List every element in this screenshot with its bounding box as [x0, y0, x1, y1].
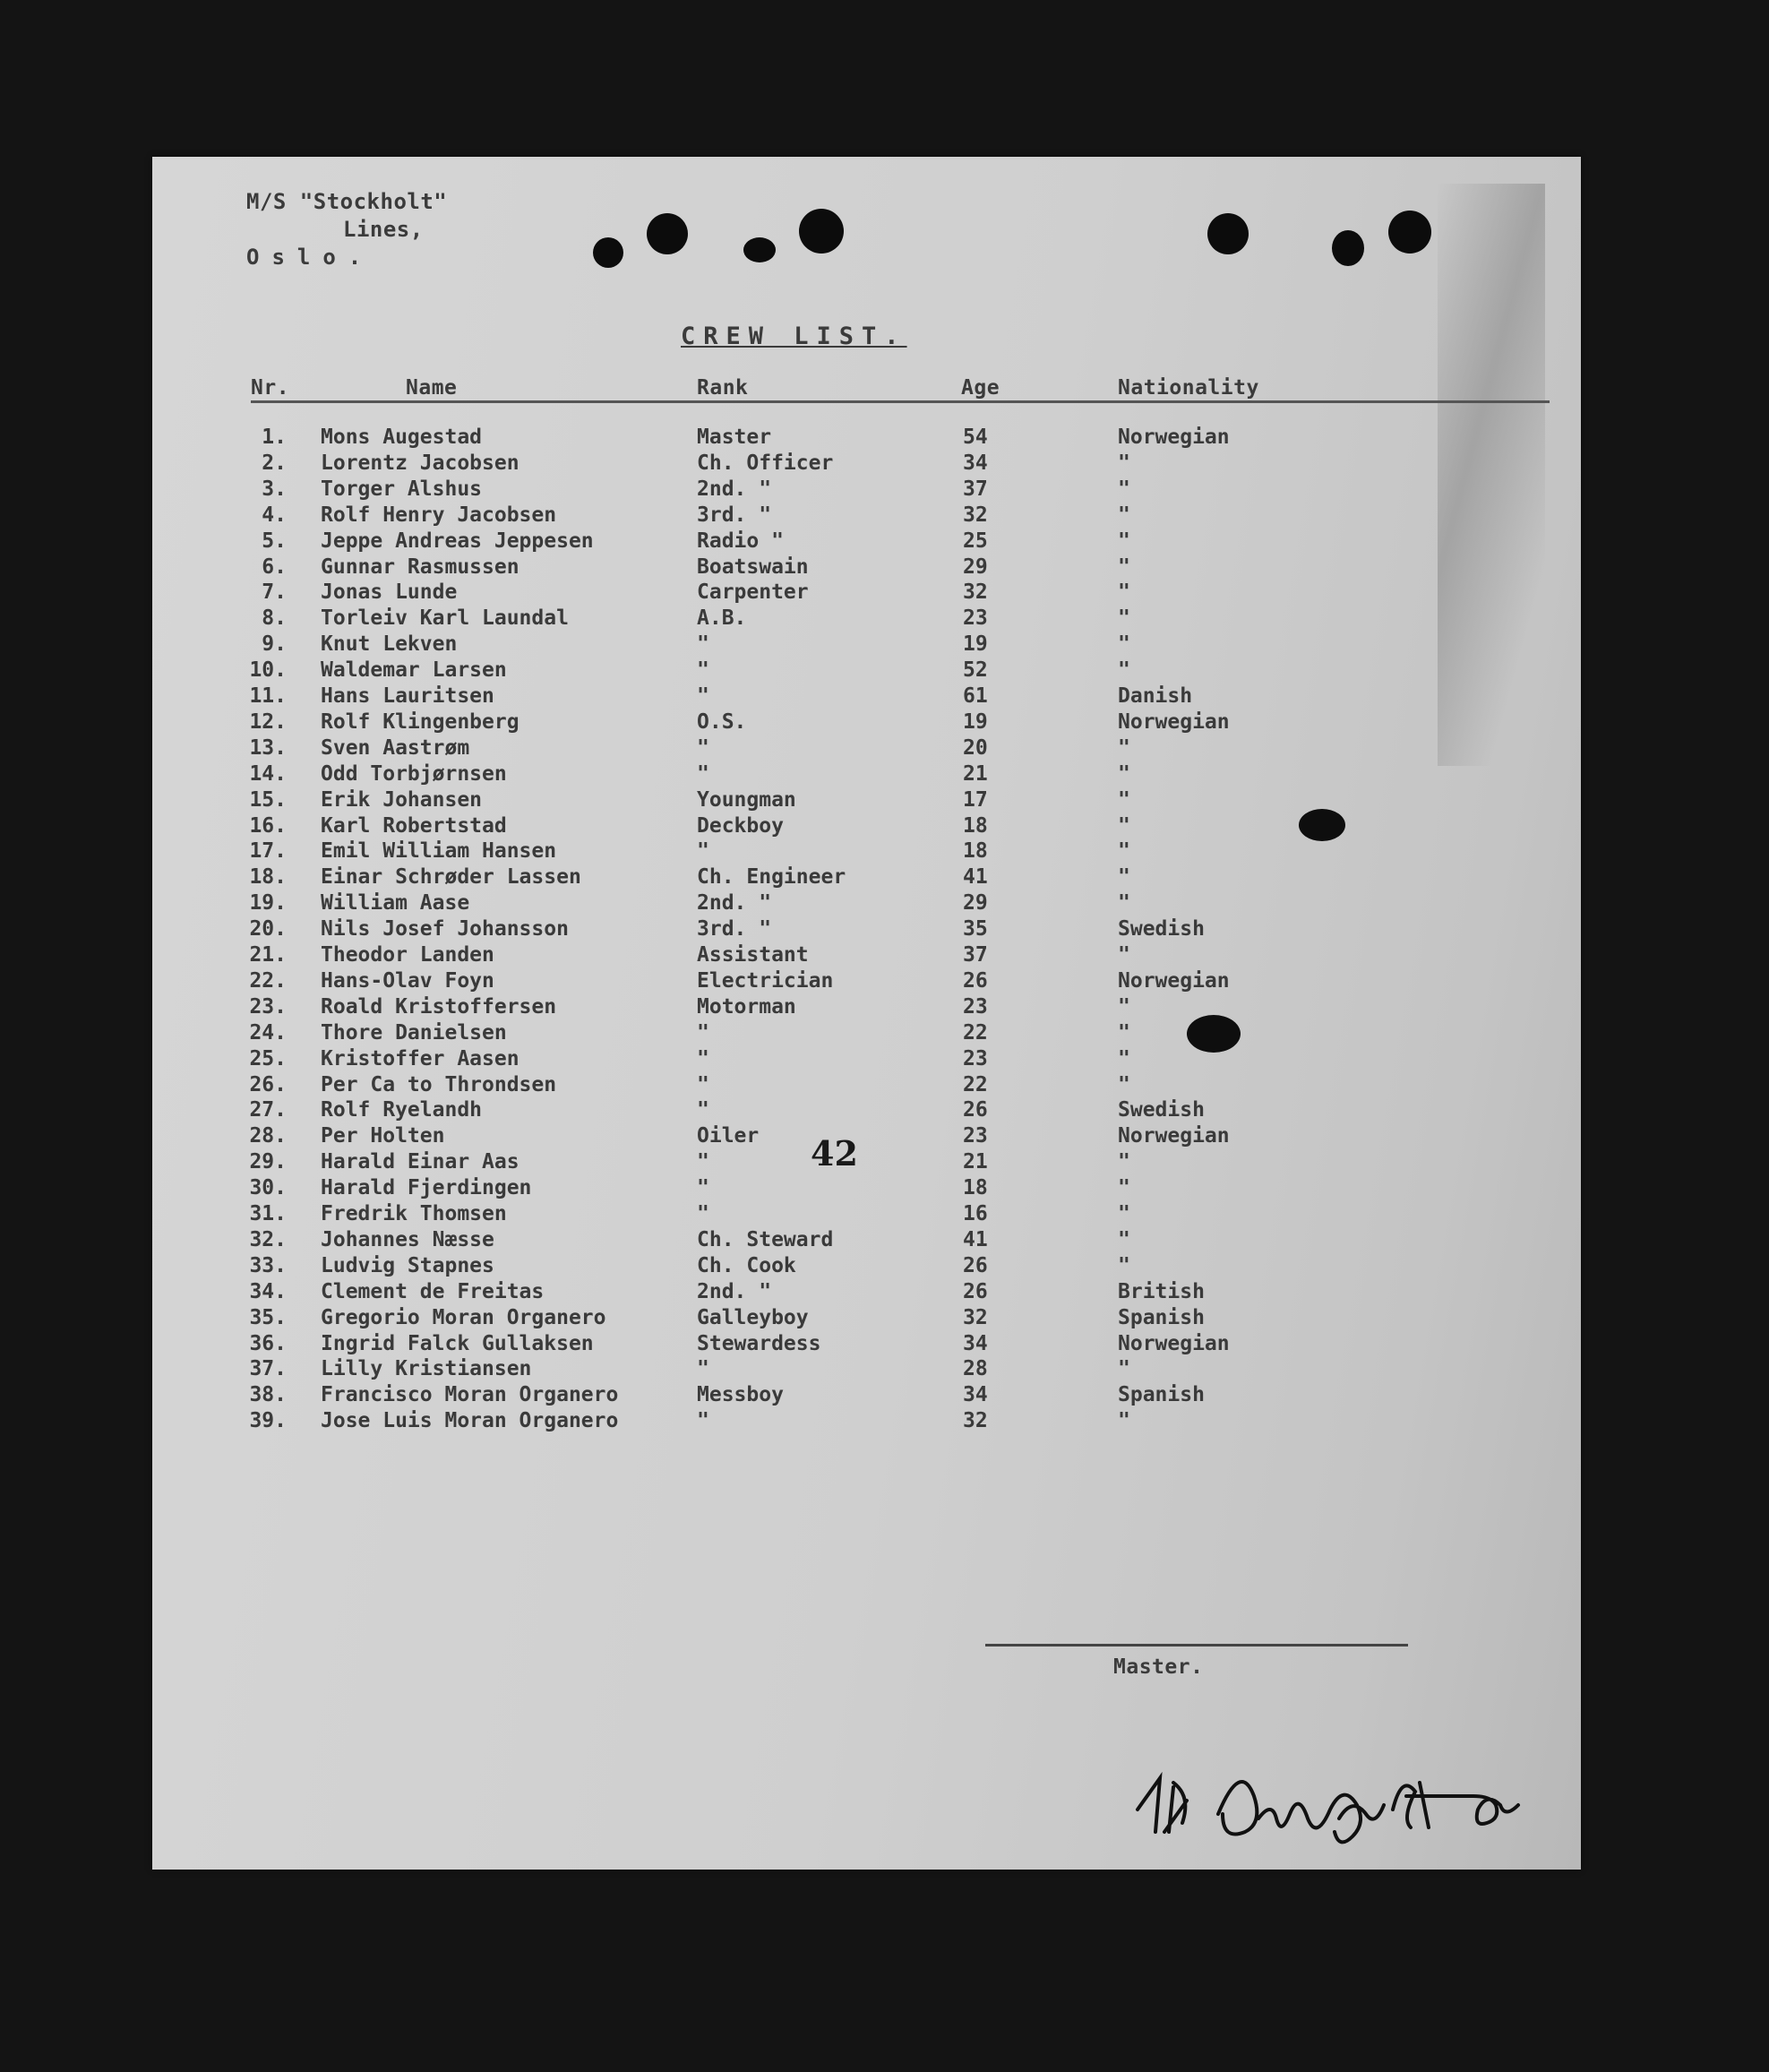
crew-nationality: " [1118, 1409, 1130, 1433]
table-row [152, 1047, 1581, 1073]
crew-nationality: Norwegian [1118, 426, 1230, 449]
row-number: 24. [249, 1020, 287, 1045]
crew-nationality: " [1118, 994, 1130, 1019]
table-row [152, 969, 1581, 995]
crew-rank: 2nd. " [697, 477, 772, 501]
crew-nationality: " [1118, 1227, 1130, 1251]
shipping-line: Lines, [343, 217, 424, 242]
table-row [152, 1254, 1581, 1280]
table-row [152, 684, 1581, 710]
crew-rank: Galleyboy [697, 1305, 809, 1329]
crew-nationality: " [1118, 839, 1130, 864]
crew-rank: " [697, 1098, 709, 1122]
table-row [152, 529, 1581, 555]
column-header-nr: Nr. [251, 376, 290, 400]
row-number: 7. [262, 580, 287, 605]
crew-name: Karl Robertstad [321, 813, 507, 838]
table-row [152, 1124, 1581, 1150]
crew-name: Torleiv Karl Laundal [321, 606, 569, 631]
row-number: 30. [249, 1176, 287, 1200]
crew-name: Odd Torbjørnsen [321, 761, 507, 786]
punch-hole [593, 237, 623, 268]
table-row [152, 943, 1581, 969]
row-number: 10. [249, 658, 287, 683]
crew-name: Ingrid Falck Gullaksen [321, 1331, 594, 1355]
table-row [152, 1357, 1581, 1383]
row-number: 39. [249, 1409, 287, 1433]
row-number: 22. [249, 968, 287, 993]
crew-rank: " [697, 684, 709, 708]
punch-hole [743, 237, 776, 262]
stamp-number: 42 [811, 1133, 858, 1174]
crew-nationality: " [1118, 555, 1130, 579]
crew-rank: Deckboy [697, 813, 784, 838]
row-number: 33. [249, 1253, 287, 1277]
crew-rank: " [697, 1409, 709, 1433]
row-number: 11. [249, 684, 287, 708]
column-header-name: Name [406, 376, 458, 400]
crew-name: Emil William Hansen [321, 839, 557, 864]
crew-rank: " [697, 658, 709, 683]
row-number: 34. [249, 1279, 287, 1303]
table-row [152, 1306, 1581, 1332]
row-number: 32. [249, 1227, 287, 1251]
crew-name: Per Ca to Throndsen [321, 1072, 557, 1096]
crew-rank: Oiler [697, 1124, 760, 1148]
crew-age: 26 [963, 968, 988, 993]
handwritten-signature [1133, 1747, 1545, 1845]
crew-age: 34 [963, 451, 988, 475]
table-row [152, 917, 1581, 943]
crew-name: Rolf Ryelandh [321, 1098, 483, 1122]
document-title: CREW LIST. [681, 322, 907, 350]
table-row [152, 1150, 1581, 1176]
crew-age: 25 [963, 529, 988, 553]
ink-blot [1187, 1015, 1241, 1053]
row-number: 38. [249, 1383, 287, 1407]
crew-age: 29 [963, 555, 988, 579]
crew-nationality: " [1118, 761, 1130, 786]
crew-name: Einar Schrøder Lassen [321, 865, 581, 890]
crew-name: William Aase [321, 891, 470, 916]
table-row [152, 710, 1581, 736]
crew-rank: " [697, 1072, 709, 1096]
crew-name: Jonas Lunde [321, 580, 458, 605]
crew-rank: " [697, 632, 709, 657]
crew-rank: Ch. Steward [697, 1227, 834, 1251]
row-number: 2. [262, 451, 287, 475]
table-row [152, 814, 1581, 840]
crew-age: 32 [963, 503, 988, 527]
crew-nationality: " [1118, 1046, 1130, 1070]
crew-name: Gunnar Rasmussen [321, 555, 520, 579]
crew-age: 37 [963, 477, 988, 501]
row-number: 9. [262, 632, 287, 657]
crew-age: 23 [963, 1046, 988, 1070]
crew-nationality: " [1118, 1150, 1130, 1174]
crew-age: 20 [963, 735, 988, 760]
crew-nationality: " [1118, 1020, 1130, 1045]
row-number: 36. [249, 1331, 287, 1355]
column-header-age: Age [961, 376, 1000, 400]
row-number: 26. [249, 1072, 287, 1096]
crew-rank: 2nd. " [697, 891, 772, 916]
crew-nationality: " [1118, 1072, 1130, 1096]
crew-rank: " [697, 1202, 709, 1225]
table-row [152, 555, 1581, 581]
crew-name: Torger Alshus [321, 477, 483, 501]
crew-age: 22 [963, 1020, 988, 1045]
row-number: 15. [249, 787, 287, 812]
row-number: 8. [262, 606, 287, 631]
crew-rank: Boatswain [697, 555, 809, 579]
crew-rank: 2nd. " [697, 1279, 772, 1303]
crew-name: Rolf Klingenberg [321, 709, 520, 734]
table-row [152, 658, 1581, 684]
crew-name: Waldemar Larsen [321, 658, 507, 683]
crew-rank: Assistant [697, 943, 809, 967]
crew-rank: Radio " [697, 529, 784, 553]
crew-nationality: " [1118, 503, 1130, 527]
crew-name: Mons Augestad [321, 426, 483, 449]
crew-nationality: Norwegian [1118, 1331, 1230, 1355]
crew-nationality: " [1118, 943, 1130, 967]
table-row [152, 1073, 1581, 1099]
table-row [152, 1021, 1581, 1047]
crew-name: Lilly Kristiansen [321, 1357, 532, 1381]
crew-nationality: " [1118, 891, 1130, 916]
crew-age: 21 [963, 1150, 988, 1174]
row-number: 27. [249, 1098, 287, 1122]
crew-name: Kristoffer Aasen [321, 1046, 520, 1070]
punch-hole [1388, 211, 1431, 254]
row-number: 16. [249, 813, 287, 838]
signature-line [985, 1644, 1408, 1646]
crew-rank: Ch. Cook [697, 1253, 796, 1277]
home-port: Oslo. [246, 245, 374, 270]
row-number: 3. [262, 477, 287, 501]
crew-rank: 3rd. " [697, 503, 772, 527]
crew-rank: " [697, 839, 709, 864]
crew-nationality: " [1118, 1357, 1130, 1381]
crew-nationality: " [1118, 606, 1130, 631]
crew-name: Hans Lauritsen [321, 684, 494, 708]
crew-age: 32 [963, 1409, 988, 1433]
crew-age: 28 [963, 1357, 988, 1381]
crew-name: Thore Danielsen [321, 1020, 507, 1045]
crew-age: 34 [963, 1383, 988, 1407]
row-number: 23. [249, 994, 287, 1019]
row-number: 14. [249, 761, 287, 786]
crew-name: Per Holten [321, 1124, 445, 1148]
crew-name: Nils Josef Johansson [321, 917, 569, 941]
crew-name: Fredrik Thomsen [321, 1202, 507, 1225]
crew-age: 29 [963, 891, 988, 916]
crew-age: 54 [963, 426, 988, 449]
crew-age: 23 [963, 1124, 988, 1148]
crew-age: 26 [963, 1279, 988, 1303]
row-number: 35. [249, 1305, 287, 1329]
crew-name: Theodor Landen [321, 943, 494, 967]
crew-age: 34 [963, 1331, 988, 1355]
crew-rank: Youngman [697, 787, 796, 812]
table-row [152, 503, 1581, 529]
crew-age: 32 [963, 1305, 988, 1329]
crew-age: 26 [963, 1098, 988, 1122]
crew-rank: A.B. [697, 606, 747, 631]
crew-name: Roald Kristoffersen [321, 994, 557, 1019]
row-number: 13. [249, 735, 287, 760]
table-row [152, 1280, 1581, 1306]
crew-nationality: " [1118, 1176, 1130, 1200]
column-header-nationality: Nationality [1118, 376, 1259, 400]
table-row [152, 451, 1581, 477]
punch-hole [647, 213, 688, 254]
crew-name: Clement de Freitas [321, 1279, 545, 1303]
row-number: 4. [262, 503, 287, 527]
crew-age: 61 [963, 684, 988, 708]
crew-nationality: " [1118, 1202, 1130, 1225]
crew-age: 23 [963, 606, 988, 631]
crew-nationality: Swedish [1118, 917, 1205, 941]
crew-nationality: " [1118, 451, 1130, 475]
crew-rank: " [697, 1150, 709, 1174]
crew-nationality: " [1118, 865, 1130, 890]
crew-name: Hans-Olav Foyn [321, 968, 494, 993]
crew-name: Francisco Moran Organero [321, 1383, 619, 1407]
crew-name: Ludvig Stapnes [321, 1253, 494, 1277]
crew-age: 37 [963, 943, 988, 967]
table-row [152, 736, 1581, 762]
crew-name: Gregorio Moran Organero [321, 1305, 606, 1329]
crew-nationality: Spanish [1118, 1305, 1205, 1329]
row-number: 37. [249, 1357, 287, 1381]
punch-hole [799, 209, 844, 254]
crew-nationality: " [1118, 658, 1130, 683]
row-number: 31. [249, 1202, 287, 1225]
crew-nationality: " [1118, 1253, 1130, 1277]
signature-label: Master. [1113, 1655, 1204, 1679]
table-row [152, 477, 1581, 503]
crew-name: Lorentz Jacobsen [321, 451, 520, 475]
ship-header [246, 188, 447, 271]
crew-rank: O.S. [697, 709, 747, 734]
crew-nationality: " [1118, 580, 1130, 605]
crew-rank: Messboy [697, 1383, 784, 1407]
punch-hole [1207, 213, 1249, 254]
crew-nationality: " [1118, 813, 1130, 838]
crew-rank: " [697, 1176, 709, 1200]
header-rule [251, 400, 1550, 403]
row-number: 19. [249, 891, 287, 916]
crew-nationality: " [1118, 632, 1130, 657]
crew-age: 41 [963, 865, 988, 890]
crew-age: 18 [963, 839, 988, 864]
crew-nationality: Swedish [1118, 1098, 1205, 1122]
crew-name: Harald Fjerdingen [321, 1176, 532, 1200]
crew-nationality: " [1118, 787, 1130, 812]
table-row [152, 995, 1581, 1021]
crew-rank: " [697, 761, 709, 786]
crew-age: 17 [963, 787, 988, 812]
crew-rank: " [697, 1357, 709, 1381]
crew-age: 32 [963, 580, 988, 605]
crew-name: Knut Lekven [321, 632, 458, 657]
crew-age: 22 [963, 1072, 988, 1096]
crew-name: Harald Einar Aas [321, 1150, 520, 1174]
table-row [152, 606, 1581, 632]
crew-age: 21 [963, 761, 988, 786]
crew-name: Jose Luis Moran Organero [321, 1409, 619, 1433]
crew-rank: Ch. Engineer [697, 865, 846, 890]
crew-name: Rolf Henry Jacobsen [321, 503, 557, 527]
row-number: 29. [249, 1150, 287, 1174]
crew-rank: " [697, 1046, 709, 1070]
row-number: 20. [249, 917, 287, 941]
crew-age: 19 [963, 632, 988, 657]
table-row [152, 839, 1581, 865]
crew-rank: Ch. Officer [697, 451, 834, 475]
crew-age: 41 [963, 1227, 988, 1251]
crew-age: 18 [963, 1176, 988, 1200]
crew-rank: Motorman [697, 994, 796, 1019]
table-row [152, 426, 1581, 451]
crew-name: Erik Johansen [321, 787, 483, 812]
ink-blot [1299, 809, 1345, 841]
crew-nationality: Danish [1118, 684, 1193, 708]
punch-hole [1332, 230, 1364, 266]
table-row [152, 1409, 1581, 1435]
row-number: 21. [249, 943, 287, 967]
table-row [152, 1176, 1581, 1202]
table-row [152, 788, 1581, 814]
crew-list-document [152, 157, 1581, 1870]
table-row [152, 1098, 1581, 1124]
crew-age: 19 [963, 709, 988, 734]
table-row [152, 891, 1581, 917]
ship-name: M/S "Stockholt" [246, 189, 448, 214]
crew-nationality: " [1118, 529, 1130, 553]
row-number: 6. [262, 555, 287, 579]
table-row [152, 1202, 1581, 1228]
table-row [152, 1383, 1581, 1409]
row-number: 1. [262, 426, 287, 449]
crew-name: Jeppe Andreas Jeppesen [321, 529, 594, 553]
row-number: 28. [249, 1124, 287, 1148]
crew-nationality: Norwegian [1118, 968, 1230, 993]
crew-age: 16 [963, 1202, 988, 1225]
table-row [152, 632, 1581, 658]
crew-name: Sven Aastrøm [321, 735, 470, 760]
crew-rank: Carpenter [697, 580, 809, 605]
row-number: 12. [249, 709, 287, 734]
crew-age: 52 [963, 658, 988, 683]
crew-name: Johannes Næsse [321, 1227, 494, 1251]
table-row [152, 1332, 1581, 1358]
row-number: 18. [249, 865, 287, 890]
crew-nationality: Spanish [1118, 1383, 1205, 1407]
crew-age: 35 [963, 917, 988, 941]
row-number: 25. [249, 1046, 287, 1070]
row-number: 5. [262, 529, 287, 553]
crew-rank: " [697, 735, 709, 760]
table-row [152, 1228, 1581, 1254]
crew-nationality: Norwegian [1118, 1124, 1230, 1148]
crew-nationality: " [1118, 477, 1130, 501]
crew-age: 18 [963, 813, 988, 838]
crew-rank: Stewardess [697, 1331, 821, 1355]
crew-rank: " [697, 1020, 709, 1045]
crew-rank: 3rd. " [697, 917, 772, 941]
table-row [152, 865, 1581, 891]
crew-age: 26 [963, 1253, 988, 1277]
table-row [152, 762, 1581, 788]
crew-rank: Master [697, 426, 772, 449]
crew-age: 23 [963, 994, 988, 1019]
crew-nationality: " [1118, 735, 1130, 760]
column-header-rank: Rank [697, 376, 749, 400]
crew-nationality: British [1118, 1279, 1205, 1303]
row-number: 17. [249, 839, 287, 864]
crew-nationality: Norwegian [1118, 709, 1230, 734]
table-row [152, 580, 1581, 606]
crew-rank: Electrician [697, 968, 834, 993]
